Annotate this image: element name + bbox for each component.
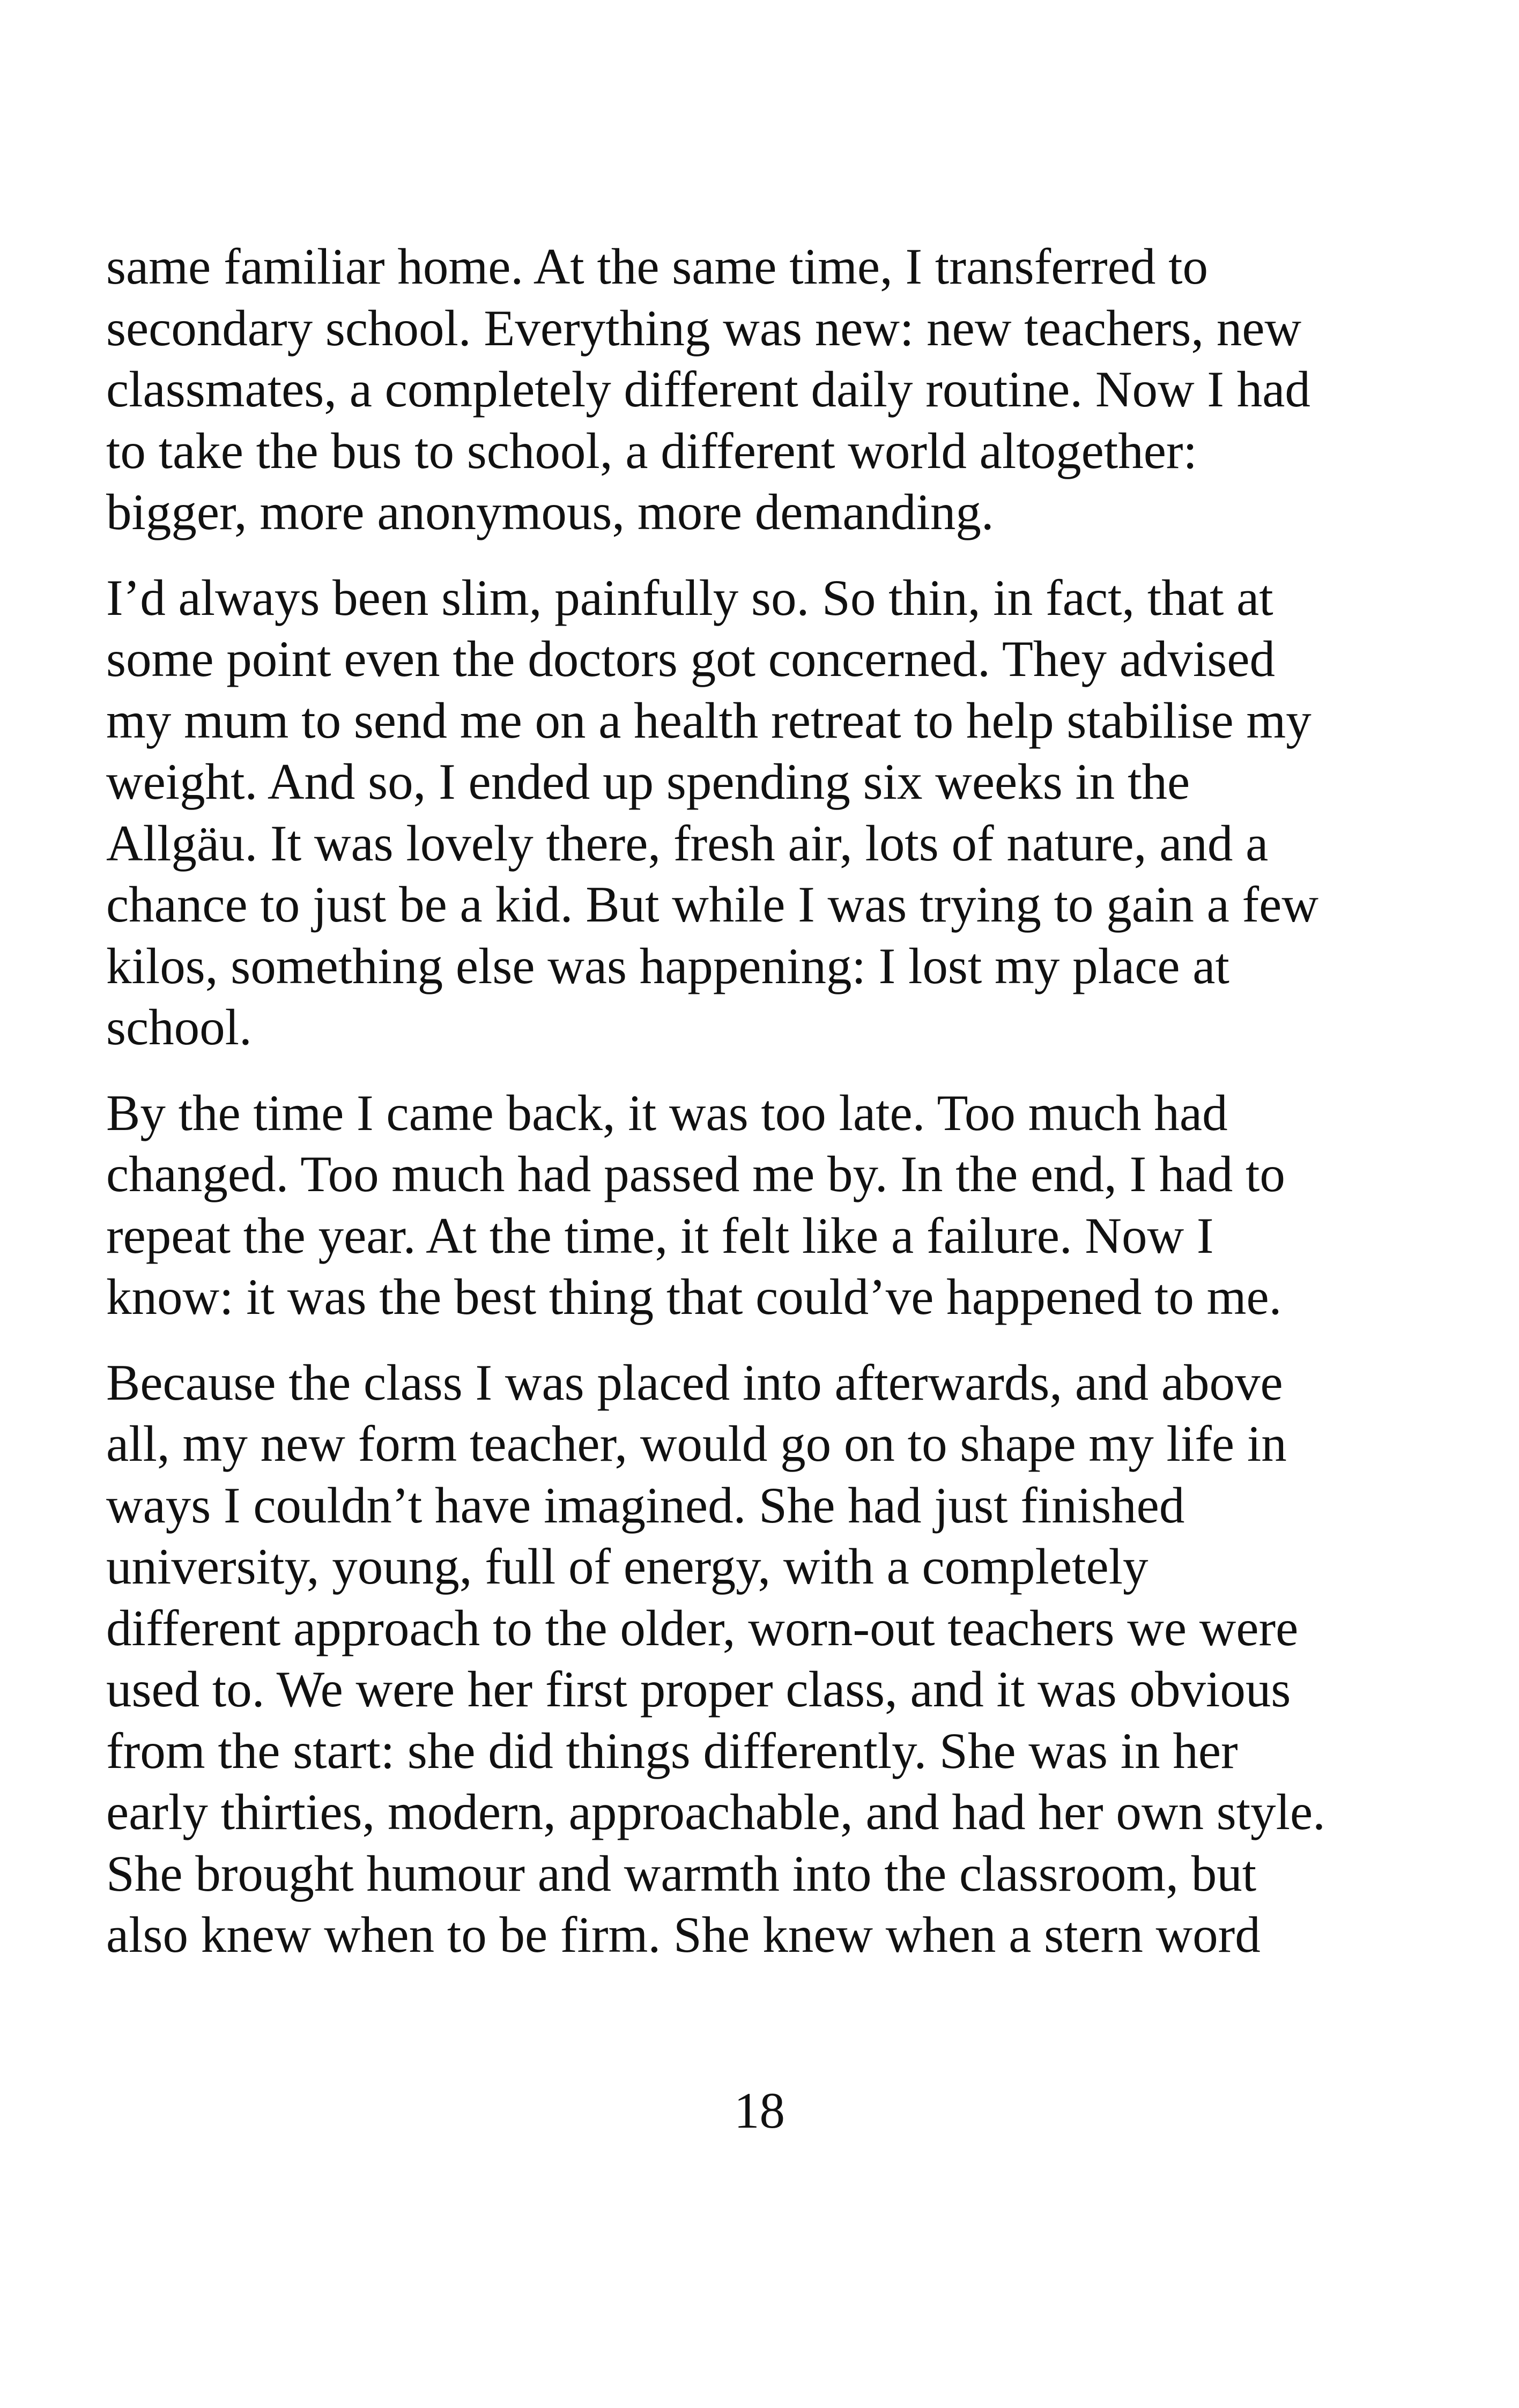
text-line: from the start: she did things differently. She was in her bbox=[106, 1722, 1238, 1779]
text-line: same familiar home. At the same time, I transferred to bbox=[106, 238, 1208, 295]
paragraph-1 bbox=[106, 236, 1414, 543]
text-line: chance to just be a kid. But while I was trying to gain a few bbox=[106, 876, 1318, 933]
text-line: bigger, more anonymous, more demanding. bbox=[106, 484, 994, 540]
text-line: school. bbox=[106, 999, 252, 1056]
text-line: weight. And so, I ended up spending six weeks in the bbox=[106, 753, 1190, 810]
text-line: used to. We were her first proper class, and it was obvious bbox=[106, 1661, 1291, 1718]
text-line: to take the bus to school, a different world altogether: bbox=[106, 422, 1197, 479]
text-line: all, my new form teacher, would go on to shape my life in bbox=[106, 1415, 1287, 1472]
paragraph-3 bbox=[106, 1082, 1414, 1328]
text-line: Allgäu. It was lovely there, fresh air, lots of nature, and a bbox=[106, 814, 1269, 872]
text-line: changed. Too much had passed me by. In the end, I had to bbox=[106, 1146, 1285, 1202]
page-number: 18 bbox=[734, 2082, 785, 2139]
paragraph-2 bbox=[106, 567, 1414, 1058]
text-line: ways I couldn’t have imagined. She had just finished bbox=[106, 1476, 1185, 1534]
paragraph-4 bbox=[106, 1352, 1414, 1966]
text-line: my mum to send me on a health retreat to help stabilise my bbox=[106, 692, 1311, 749]
body-text bbox=[106, 236, 1414, 1990]
text-line: some point even the doctors got concerned. They advised bbox=[106, 630, 1275, 687]
text-line: kilos, something else was happening: I lost my place at bbox=[106, 937, 1229, 994]
text-line: also knew when to be firm. She knew when a stern word bbox=[106, 1906, 1261, 1963]
text-line: university, young, full of energy, with a completely bbox=[106, 1538, 1148, 1595]
text-line: secondary school. Everything was new: new teachers, new bbox=[106, 299, 1302, 356]
text-line: early thirties, modern, approachable, and had her own style. bbox=[106, 1783, 1325, 1840]
text-line: different approach to the older, worn-out teachers we were bbox=[106, 1599, 1299, 1656]
text-line: She brought humour and warmth into the classroom, but bbox=[106, 1845, 1257, 1902]
text-line: Because the class I was placed into afterwards, and above bbox=[106, 1354, 1283, 1411]
text-line: By the time I came back, it was too late. Too much had bbox=[106, 1084, 1228, 1141]
text-line: classmates, a completely different daily routine. Now I had bbox=[106, 361, 1310, 418]
text-line: know: it was the best thing that could’ve happened to me. bbox=[106, 1268, 1282, 1325]
text-line: repeat the year. At the time, it felt like a failure. Now I bbox=[106, 1207, 1214, 1264]
text-line: I’d always been slim, painfully so. So thin, in fact, that at bbox=[106, 569, 1273, 626]
